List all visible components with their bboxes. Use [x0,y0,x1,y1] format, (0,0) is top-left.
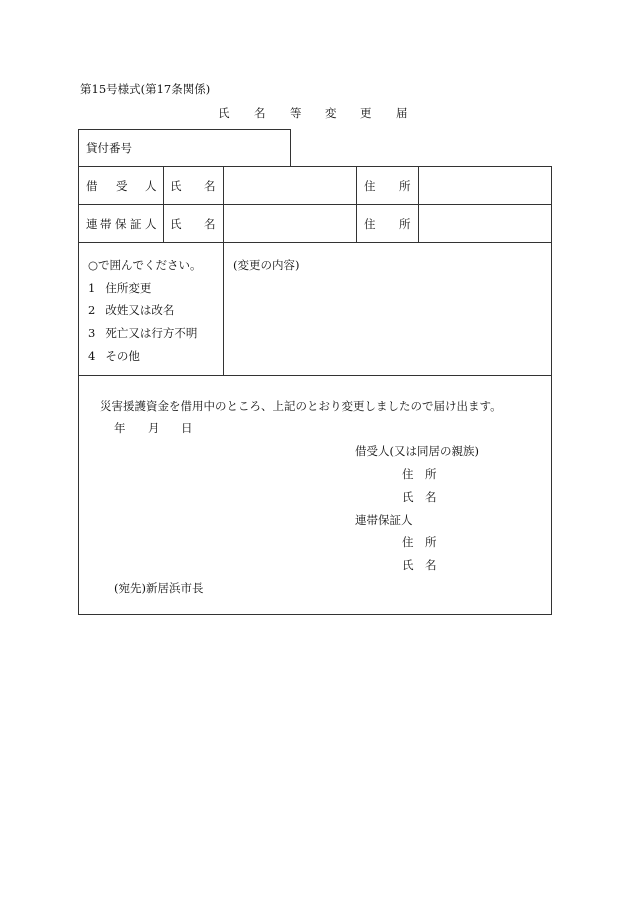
table-border [78,375,552,376]
option-item-death-missing[interactable]: 3 死亡又は行方不明 [88,326,198,340]
title-char: 名 [254,106,266,120]
options-instruction: ○で囲んでください。 [88,258,202,272]
change-details-label: (変更の内容) [233,258,300,272]
table-border [223,166,224,375]
table-border [78,204,552,205]
table-border [163,166,164,242]
table-border [551,166,552,615]
table-border [78,166,552,167]
loan-number-label: 貸付番号 [86,141,132,155]
table-border [356,166,357,242]
change-details-field[interactable] [226,278,548,372]
table-border [78,129,79,615]
option-item-name-change[interactable]: 2 改姓又は改名 [88,303,175,317]
table-border [418,166,419,242]
title-char: 等 [290,106,302,120]
form-number: 第15号様式(第17条関係) [80,82,211,96]
form-page: 第15号様式(第17条関係) 氏 名 等 変 更 届 貸付番号 借 受 人 氏 名 住 所 連 帯 保 証 人 氏 名 住 所 ○で囲んでください。 1 住所変更 2 改姓又は改名 3 死亡又は行方不明 4 その他 (変更の内容) 災害援護資金を借用中のところ、上記のとおり変更しましたので届け出ます。 年 月 日 借受人(又は同居の親族) 住 所 氏 名 連帯保証人 住 所 氏 名 (宛先)新居浜市長 [0,0,630,903]
addressee: (宛先)新居浜市長 [114,581,204,595]
table-border [78,242,552,243]
table-border [290,129,291,166]
option-item-address-change[interactable]: 1 住所変更 [88,281,152,295]
guarantor-name-field[interactable] [225,206,354,241]
option-item-other[interactable]: 4 その他 [88,349,140,363]
title-char: 氏 [218,106,230,120]
guarantor-address-field[interactable] [420,206,549,241]
borrower-address-field[interactable] [420,168,549,203]
title-char: 変 [325,106,337,120]
declaration-statement: 災害援護資金を借用中のところ、上記のとおり変更しましたので届け出ます。 [100,399,502,413]
table-border [78,614,552,615]
guarantor-signature-label: 連帯保証人 [355,513,413,527]
borrower-name-field[interactable] [225,168,354,203]
title-char: 更 [360,106,372,120]
loan-number-field[interactable] [292,130,542,164]
table-border [78,129,290,130]
title-char: 届 [396,106,408,120]
borrower-signature-label: 借受人(又は同居の親族) [355,444,479,458]
